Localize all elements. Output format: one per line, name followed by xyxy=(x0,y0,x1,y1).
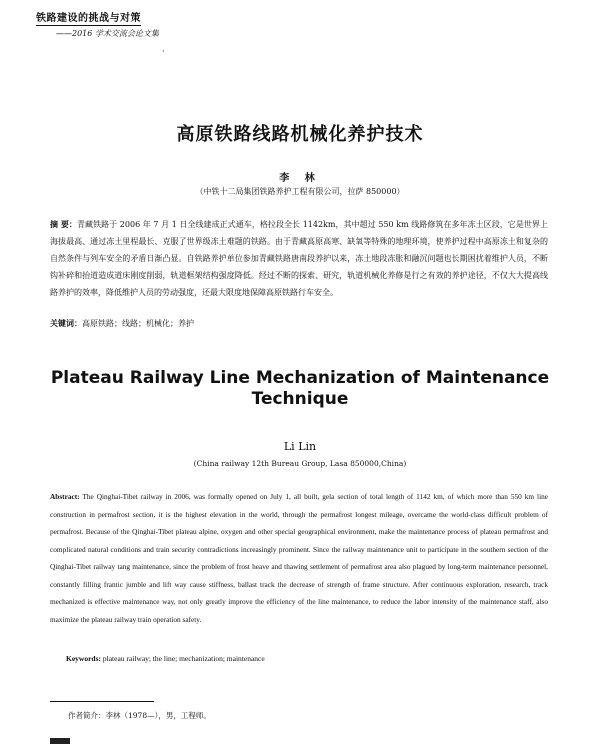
chinese-abstract-label: 摘 要： xyxy=(50,219,77,229)
english-author: Li Lin xyxy=(283,440,317,453)
chinese-affiliation: （中铁十二局集团铁路养护工程有限公司，拉萨 850000） xyxy=(195,187,405,196)
chinese-keywords-label: 关键词： xyxy=(50,318,82,328)
english-abstract-label: Abstract: xyxy=(50,492,80,501)
footnote-divider xyxy=(50,701,154,702)
page-number-mark xyxy=(50,738,70,744)
chinese-title: 高原铁路线路机械化养护技术 xyxy=(176,124,424,145)
chinese-keywords-text: 高原铁路；线路；机械化；养护 xyxy=(82,319,194,328)
author-footnote: 作者简介：李林（1978—），男，工程师。 xyxy=(68,711,211,720)
running-header xyxy=(36,6,336,39)
page-dot: · xyxy=(162,47,165,56)
english-abstract xyxy=(50,488,548,628)
running-header-subtitle: ——2016 学术交流会论文集 xyxy=(56,29,159,38)
chinese-abstract-text: 青藏铁路于 2006 年 7 月 1 日全线建成正式通车，格拉段全长 1142km，其中超过 550 km 线路修筑在多年冻土区段，它是世界上海拔最高、通过冻土里程最长、克服了世界级冻土难题的铁路。由于青藏高原高寒、缺氧等特殊的地理环境，使养护过程中高原冻土和复杂的自然条件与列车安全的矛盾日渐凸显。自铁路养护单位参加青藏铁路唐南段养护以来，冻土地段冻胀和融沉问题也长期困扰着维护人员，不断钩补碎和抬道造成道床刚度削弱，轨道框架结构强度降低。经过不断的探索、研究，轨道机械化养修是行之有效的养护途径，不仅大大提高线路养护的效率，降低维护人员的劳动强度，还最大限度地保障高原铁路行车安全。 xyxy=(50,220,548,297)
chinese-abstract xyxy=(50,216,548,301)
running-header-title: 铁路建设的挑战与对策 xyxy=(36,9,141,26)
english-keywords-text: plateau railway; the line; mechanization; maintenance xyxy=(101,654,265,663)
english-title xyxy=(0,368,600,410)
english-title-line-2: Technique xyxy=(251,389,349,409)
english-keywords-label: Keywords: xyxy=(66,654,101,663)
english-affiliation: (China railway 12th Bureau Group, Lasa 850000,China) xyxy=(193,459,407,468)
english-keywords xyxy=(66,654,546,663)
english-title-line-1: Plateau Railway Line Mechanization of Maintenance xyxy=(50,368,550,388)
english-abstract-text: The Qinghai-Tibet railway in 2006, was formally opened on July 1, all built, gela section of total length of 1142 km, of which more than 550 km line construction in permafrost section, it is the highest elevation in the world, through the permafrost longest mileage, overcame the world-class difficult problem of permafrost. Because of the Qinghai-Tibet plateau alpine, oxygen and other special geographical environment, make the maintenance process of plateau permafrost and complicated natural conditions and train security contradictions increasingly prominent. Since the railway maintenance unit to participate in the southern section of the Qinghai-Tibet railway tang maintenance, since the problem of frost heave and thawing settlement of permafrost area also plagued by long-term maintenance personnel, constantly filling frantic jumble and lift way cause stiffness, ballast track the decrease of strength of frame structure. After continuous exploration, research, track mechanized is effective maintenance way, not only greatly improve the efficiency of the line maintenance, to reduce the labor intensity of the maintenance staff, also maximize the plateau railway train operation safety. xyxy=(50,492,548,624)
chinese-author: 李 林 xyxy=(279,173,321,184)
chinese-keywords xyxy=(50,318,548,329)
